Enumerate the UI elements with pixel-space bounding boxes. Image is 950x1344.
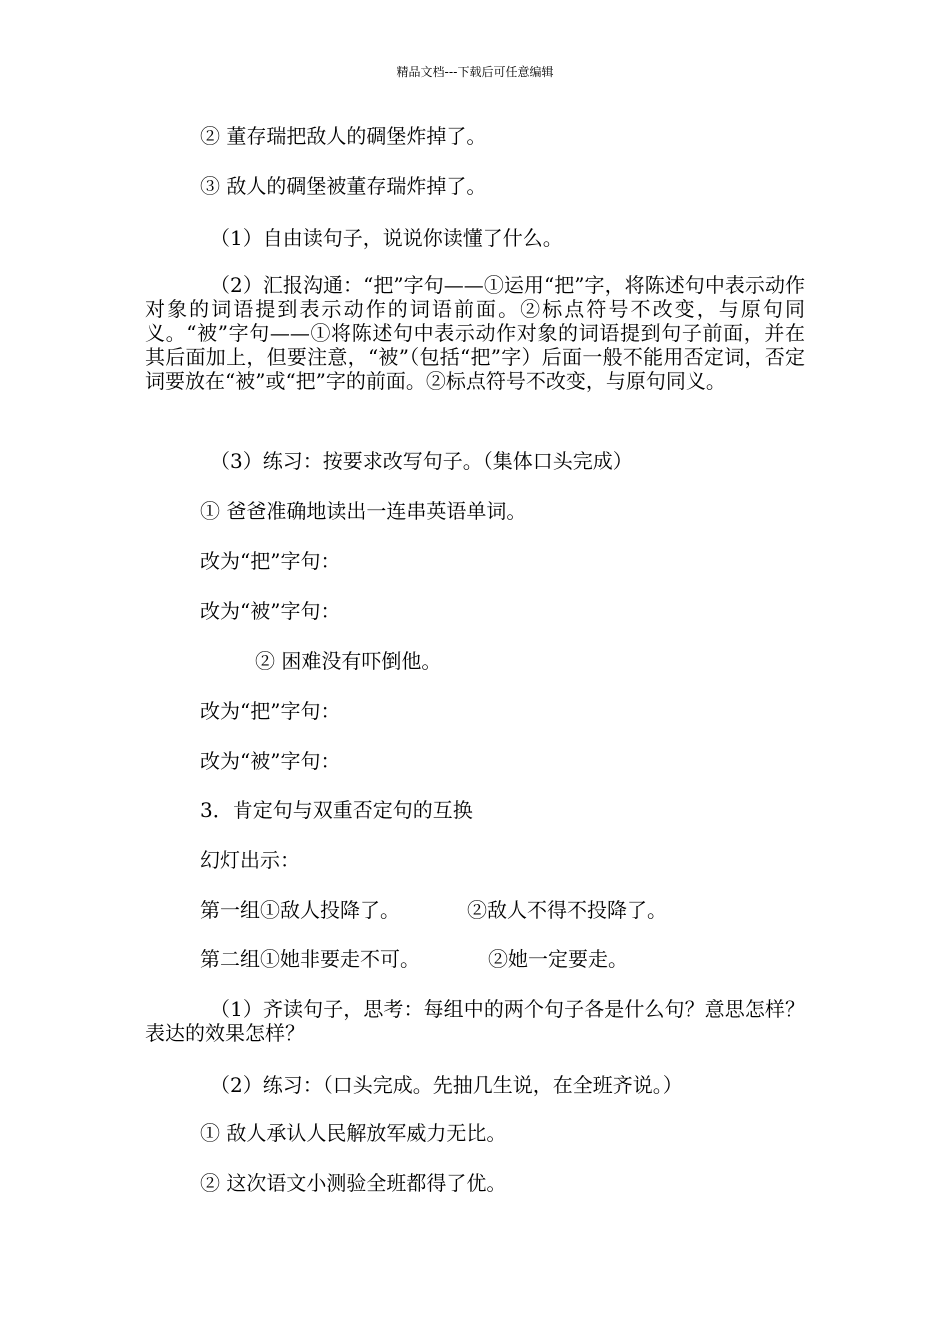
step-2-oral-exercise: （2）练习：（口头完成。先抽几生说，在全班齐说。） [210,1073,683,1097]
step-1-free-reading: （1）自由读句子，说说你读懂了什么。 [210,226,563,250]
group-1-sentence-b: ②敌人不得不投降了。 [467,898,667,922]
step-3-exercise: （3）练习：按要求改写句子。（集体口头完成） [210,449,633,473]
step-1-group-reading: （1）齐读句子，思考：每组中的两个句子各是什么句？意思怎样？表达的效果怎样？ [145,997,805,1045]
slide-show-label: 幻灯出示： [200,848,300,872]
rewrite-ba-prompt-2: 改为“把”字句： [200,699,341,723]
sentence-bei-example: ③ 敌人的碉堡被董存瑞炸掉了。 [200,174,487,198]
rewrite-bei-prompt-2: 改为“被”字句： [200,749,341,773]
rewrite-bei-prompt-1: 改为“被”字句： [200,599,341,623]
exercise-sentence-1: ① 爸爸准确地读出一连串英语单词。 [200,499,527,523]
rewrite-ba-prompt-1: 改为“把”字句： [200,549,341,573]
section-3-heading: 3．肯定句与双重否定句的互换 [200,798,473,822]
group-2-sentence-a: 第二组①她非要走不可。 [200,947,420,971]
exercise-sentence-2: ② 困难没有吓倒他。 [255,649,442,673]
group-1-sentence-a: 第一组①敌人投降了。 [200,898,400,922]
oral-exercise-sentence-1: ① 敌人承认人民解放军威力无比。 [200,1121,507,1145]
oral-exercise-sentence-2: ② 这次语文小测验全班都得了优。 [200,1171,507,1195]
step-2-report-paragraph: （2）汇报沟通：“把”字句——①运用“把”字，将陈述句中表示动作对象的词语提到表示动作的词语前面。②标点符号不改变，与原句同义。“被”字句——①将陈述句中表示动作对象的词语提到句子前面，并在其后面加上，但要注意，“被”（包括“把”字）后面一般不能用否定词，否定词要放在“被”或“把”字的前面。②标点符号不改变，与原句同义。 [145,273,805,393]
sentence-ba-example: ② 董存瑞把敌人的碉堡炸掉了。 [200,124,487,148]
page-header: 精品文档---下载后可任意编辑 [396,65,554,79]
group-2-sentence-b: ②她一定要走。 [488,947,628,971]
